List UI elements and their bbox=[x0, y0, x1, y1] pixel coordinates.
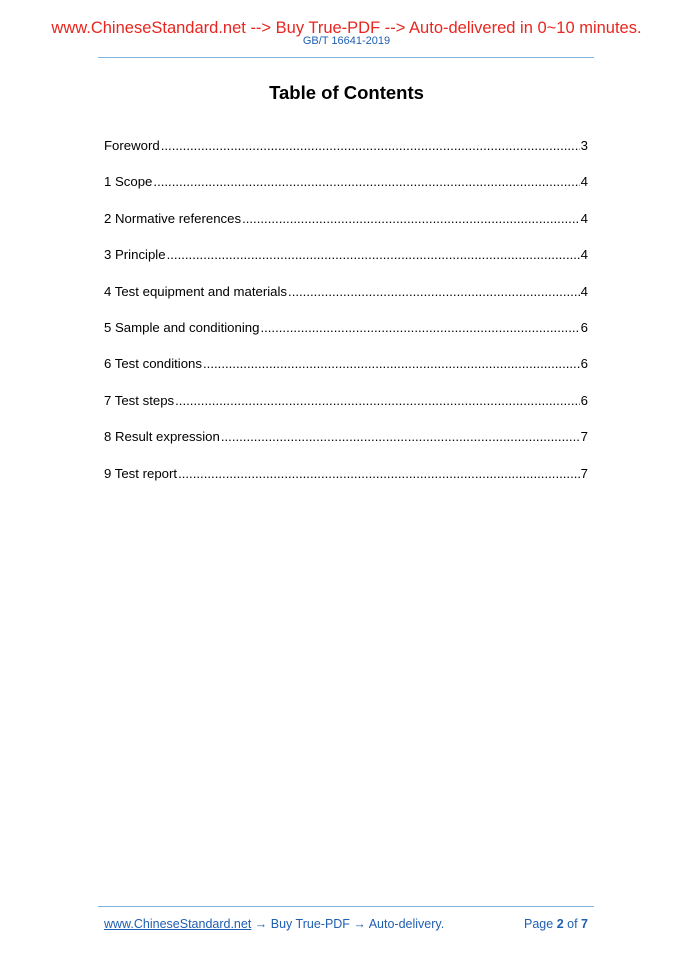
page-indicator bbox=[524, 916, 588, 932]
footer-site-link[interactable]: www.ChineseStandard.net bbox=[104, 917, 252, 931]
toc-dot-leader bbox=[178, 466, 580, 481]
toc-entry-page: 7 bbox=[580, 429, 588, 445]
toc-entry-label: 4 Test equipment and materials bbox=[104, 283, 288, 299]
toc-entry-page: 6 bbox=[580, 356, 588, 372]
toc-entry-label: 8 Result expression bbox=[104, 429, 220, 445]
toc-entry-test-steps[interactable] bbox=[104, 393, 588, 429]
toc-entry-normative-references[interactable] bbox=[104, 211, 588, 247]
toc-list bbox=[104, 138, 588, 502]
toc-entry-test-conditions[interactable] bbox=[104, 356, 588, 392]
footer-divider bbox=[98, 906, 594, 907]
footer-promo bbox=[104, 916, 444, 932]
total-pages-number: 7 bbox=[581, 917, 588, 931]
header-divider bbox=[98, 57, 594, 58]
toc-dot-leader bbox=[203, 356, 580, 371]
toc-entry-page: 4 bbox=[580, 210, 588, 226]
toc-entry-label: 2 Normative references bbox=[104, 210, 242, 226]
toc-dot-leader bbox=[260, 320, 579, 335]
footer-promo-text: → Buy True-PDF → Auto-delivery. bbox=[251, 917, 445, 931]
toc-entry-page: 6 bbox=[580, 319, 588, 335]
toc-entry-label: 9 Test report bbox=[104, 465, 178, 481]
toc-dot-leader bbox=[161, 138, 580, 153]
toc-dot-leader bbox=[221, 429, 580, 444]
toc-entry-page: 4 bbox=[580, 247, 588, 263]
of-word: of bbox=[567, 917, 578, 931]
toc-entry-scope[interactable] bbox=[104, 174, 588, 210]
toc-entry-sample-conditioning[interactable] bbox=[104, 320, 588, 356]
toc-entry-label: 1 Scope bbox=[104, 174, 153, 190]
toc-dot-leader bbox=[167, 247, 580, 262]
toc-entry-foreword[interactable] bbox=[104, 138, 588, 174]
toc-entry-label: 6 Test conditions bbox=[104, 356, 202, 372]
toc-entry-label: 5 Sample and conditioning bbox=[104, 319, 260, 335]
toc-entry-page: 4 bbox=[580, 174, 588, 190]
toc-dot-leader bbox=[242, 211, 580, 226]
toc-entry-test-equipment[interactable] bbox=[104, 284, 588, 320]
toc-entry-result-expression[interactable] bbox=[104, 429, 588, 465]
toc-entry-label: Foreword bbox=[104, 138, 160, 153]
toc-title: Table of Contents bbox=[269, 82, 424, 103]
toc-entry-principle[interactable] bbox=[104, 247, 588, 283]
promo-banner[interactable]: www.ChineseStandard.net --> Buy True-PDF --> Auto-delivered in 0~10 minutes. bbox=[51, 19, 642, 37]
toc-entry-page: 6 bbox=[580, 392, 588, 408]
page-word: Page bbox=[524, 917, 554, 931]
toc-dot-leader bbox=[153, 174, 579, 189]
toc-entry-test-report[interactable] bbox=[104, 466, 588, 502]
toc-dot-leader bbox=[175, 393, 580, 408]
toc-entry-label: 3 Principle bbox=[104, 247, 166, 263]
toc-entry-label: 7 Test steps bbox=[104, 392, 175, 408]
current-page-number: 2 bbox=[556, 917, 564, 931]
toc-entry-page: 4 bbox=[580, 283, 588, 299]
document-code: GB/T 16641-2019 bbox=[302, 35, 391, 47]
toc-dot-leader bbox=[288, 284, 580, 299]
toc-entry-page: 7 bbox=[580, 465, 588, 481]
toc-entry-page: 3 bbox=[580, 138, 588, 153]
